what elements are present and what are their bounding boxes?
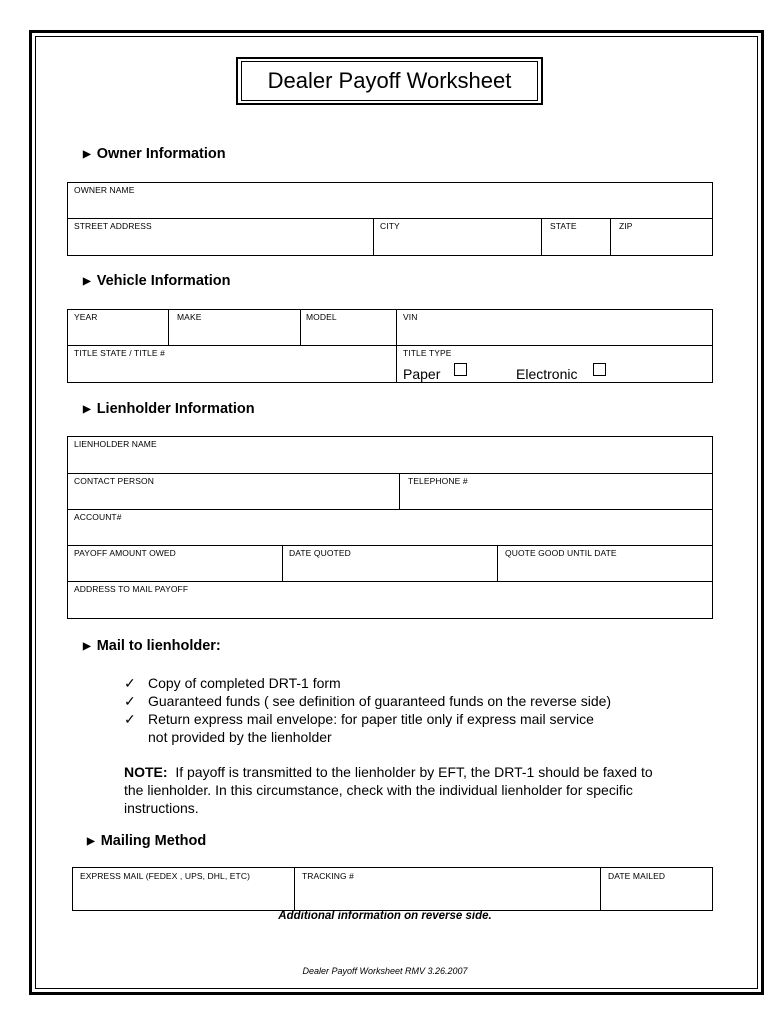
owner-name-label: OWNER NAME bbox=[74, 185, 135, 195]
owner-name-field[interactable] bbox=[67, 182, 713, 219]
date-quoted-field[interactable] bbox=[282, 545, 498, 582]
owner-heading-text: Owner Information bbox=[96, 146, 226, 162]
address-mail-payoff-field[interactable] bbox=[67, 581, 713, 619]
lienholder-name-label: LIENHOLDER NAME bbox=[74, 439, 157, 449]
form-footer: Dealer Payoff Worksheet RMV 3.26.2007 bbox=[302, 966, 468, 976]
payoff-amount-field[interactable] bbox=[67, 545, 283, 582]
contact-person-label: CONTACT PERSON bbox=[74, 476, 154, 486]
tracking-field[interactable] bbox=[294, 867, 601, 911]
electronic-checkbox[interactable] bbox=[593, 363, 606, 376]
page-title: Dealer Payoff Worksheet bbox=[241, 61, 538, 101]
lienholder-name-field[interactable] bbox=[67, 436, 713, 474]
note-label: NOTE: bbox=[124, 764, 168, 780]
owner-section-heading bbox=[83, 146, 226, 162]
checkmark-icon: ✓ bbox=[124, 693, 136, 709]
list-item: ✓ Guaranteed funds ( see definition of guaranteed funds on the reverse side) bbox=[124, 693, 612, 709]
lienholder-heading-text: Lienholder Information bbox=[96, 401, 255, 417]
checkmark-icon: ✓ bbox=[124, 675, 136, 691]
tracking-label: TRACKING # bbox=[302, 871, 355, 881]
city-field[interactable] bbox=[373, 218, 542, 256]
make-label: MAKE bbox=[177, 312, 202, 322]
express-mail-field[interactable] bbox=[72, 867, 295, 911]
reverse-side-note: Additional information on reverse side. bbox=[278, 910, 492, 922]
date-quoted-label: DATE QUOTED bbox=[289, 548, 351, 558]
mailing-section-heading bbox=[87, 833, 206, 849]
account-field[interactable] bbox=[67, 509, 713, 546]
address-mail-payoff-label: ADDRESS TO MAIL PAYOFF bbox=[74, 584, 189, 594]
year-label: YEAR bbox=[74, 312, 98, 322]
zip-label: ZIP bbox=[619, 221, 633, 231]
list-item: ✓ Return express mail envelope: for paper title only if express mail service bbox=[124, 711, 594, 727]
triangle-right-icon: ▶ bbox=[83, 404, 91, 415]
model-label: MODEL bbox=[306, 312, 337, 322]
mail-heading-text: Mail to lienholder: bbox=[96, 638, 221, 654]
triangle-right-icon: ▶ bbox=[83, 276, 91, 287]
state-label: STATE bbox=[550, 221, 577, 231]
triangle-right-icon: ▶ bbox=[83, 149, 91, 160]
checkmark-icon: ✓ bbox=[124, 711, 136, 727]
account-label: ACCOUNT# bbox=[74, 512, 122, 522]
make-field[interactable] bbox=[168, 309, 301, 346]
street-address-field[interactable] bbox=[67, 218, 374, 256]
title-state-label: TITLE STATE / TITLE # bbox=[74, 348, 165, 358]
list-item: ✓ Copy of completed DRT-1 form bbox=[124, 675, 341, 691]
street-address-label: STREET ADDRESS bbox=[74, 221, 152, 231]
vin-label: VIN bbox=[403, 312, 418, 322]
quote-good-until-label: QUOTE GOOD UNTIL DATE bbox=[505, 548, 617, 558]
quote-good-until-field[interactable] bbox=[497, 545, 713, 582]
title-state-field[interactable] bbox=[67, 345, 397, 383]
triangle-right-icon: ▶ bbox=[87, 836, 95, 847]
vehicle-heading-text: Vehicle Information bbox=[96, 273, 231, 289]
mailing-heading-text: Mailing Method bbox=[100, 833, 207, 849]
telephone-label: TELEPHONE # bbox=[408, 476, 468, 486]
note-text: If payoff is transmitted to the lienholder by EFT, the DRT-1 should be faxed to the lienholder. In this circumstance, check with the individual lienholder for specific instructions. bbox=[124, 764, 653, 816]
triangle-right-icon: ▶ bbox=[83, 641, 91, 652]
vehicle-section-heading bbox=[83, 273, 230, 289]
zip-field[interactable] bbox=[610, 218, 713, 256]
date-mailed-field[interactable] bbox=[600, 867, 713, 911]
mail-checklist bbox=[124, 674, 611, 746]
vin-field[interactable] bbox=[396, 309, 713, 346]
mail-section-heading bbox=[83, 638, 221, 654]
city-label: CITY bbox=[380, 221, 400, 231]
note-paragraph bbox=[124, 763, 664, 817]
payoff-amount-label: PAYOFF AMOUNT OWED bbox=[74, 548, 176, 558]
contact-person-field[interactable] bbox=[67, 473, 400, 510]
express-mail-label: EXPRESS MAIL (FEDEX , UPS, DHL, ETC) bbox=[80, 871, 251, 881]
paper-option-label: Paper bbox=[403, 366, 441, 382]
list-item-continued: not provided by the lienholder bbox=[148, 729, 332, 745]
paper-checkbox[interactable] bbox=[454, 363, 467, 376]
date-mailed-label: DATE MAILED bbox=[608, 871, 666, 881]
model-field[interactable] bbox=[300, 309, 397, 346]
electronic-option-label: Electronic bbox=[516, 366, 578, 382]
lienholder-section-heading bbox=[83, 401, 255, 417]
year-field[interactable] bbox=[67, 309, 169, 346]
state-field[interactable] bbox=[541, 218, 611, 256]
telephone-field[interactable] bbox=[399, 473, 713, 510]
title-type-label: TITLE TYPE bbox=[403, 348, 452, 358]
